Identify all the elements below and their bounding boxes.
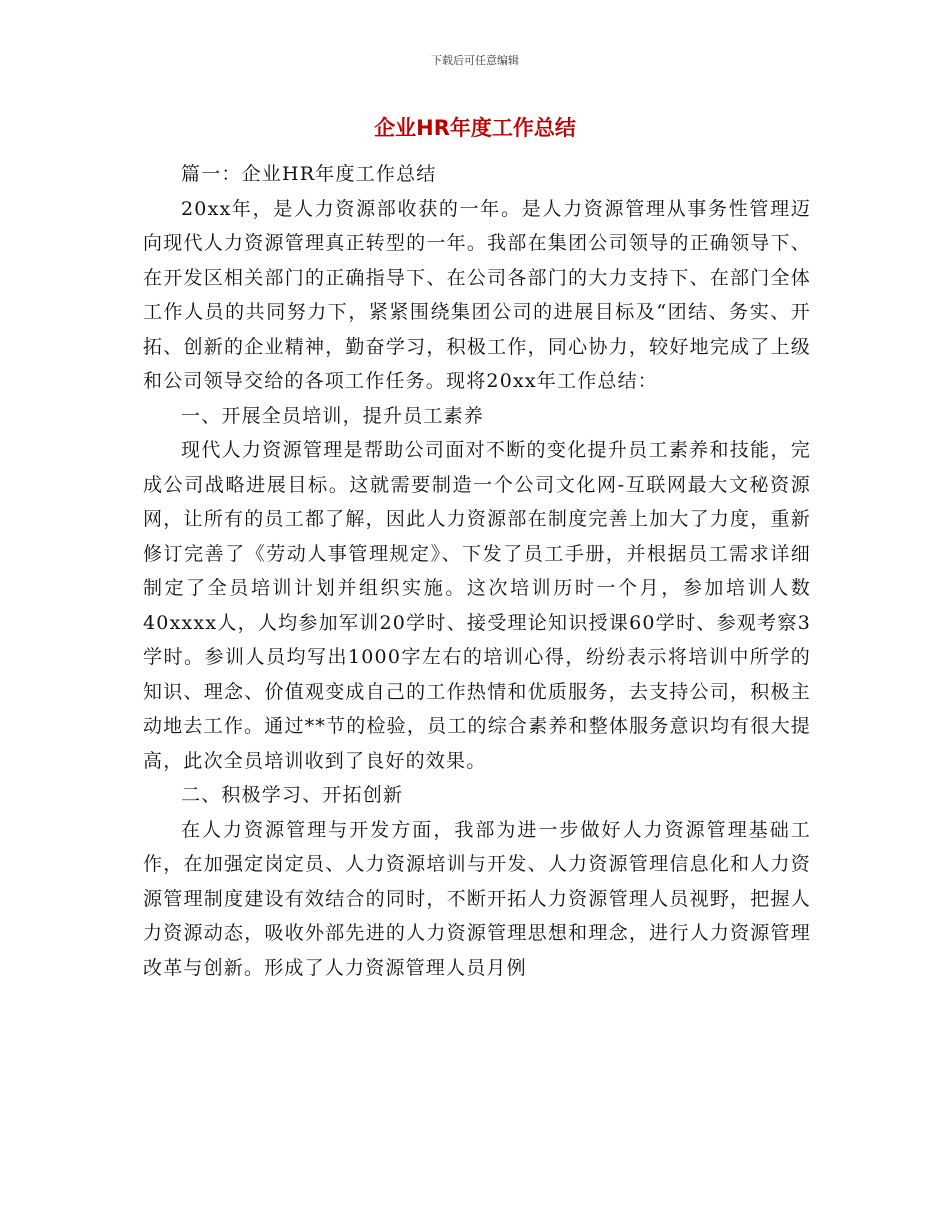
document-title: 企业HR年度工作总结 xyxy=(374,116,576,140)
paragraph-intro: 20xx年，是人力资源部收获的一年。是人力资源管理从事务性管理迈向现代人力资源管理真正转型的一年。我部在集团公司领导的正确领导下、在开发区相关部门的正确指导下、在公司各部门的大力支持下、在部门全体工作人员的共同努力下，紧紧围绕集团公司的进展目标及“团结、务实、开拓、创新的企业精神，勤奋学习，积极工作，同心协力，较好地完成了上级和公司领导交给的各项工作任务。现将20xx年工作总结： xyxy=(143,197,811,392)
section-heading-training: 一、开展全员培训，提升员工素养 xyxy=(181,404,485,427)
page-header-note: 下载后可任意编辑 xyxy=(431,54,519,67)
paragraph-training: 现代人力资源管理是帮助公司面对不断的变化提升员工素养和技能，完成公司战略进展目标。这就需要制造一个公司文化网-互联网最大文秘资源网，让所有的员工都了解，因此人力资源部在制度完善上加大了力度，重新修订完善了《劳动人事管理规定》、下发了员工手册，并根据员工需求详细制定了全员培训计划并组织实施。这次培训历时一个月，参加培训人数40xxxx人，人均参加军训20学时、接受理论知识授课60学时、参观考察3学时。参训人员均写出1000字左右的培训心得，纷纷表示将培训中所学的知识、理念、价值观变成自己的工作热情和优质服务，去支持公司，积极主动地去工作。通过**节的检验，员工的综合素养和整体服务意识均有很大提高，此次全员培训收到了良好的效果。 xyxy=(143,439,811,772)
section-heading-part-one: 篇一：企业HR年度工作总结 xyxy=(181,163,437,185)
paragraph-innovation: 在人力资源管理与开发方面，我部为进一步做好人力资源管理基础工作，在加强定岗定员、人力资源培训与开发、人力资源管理信息化和人力资源管理制度建设有效结合的同时，不断开拓人力资源管理人员视野，把握人力资源动态，吸收外部先进的人力资源管理思想和理念，进行人力资源管理改革与创新。形成了人力资源管理人员月例 xyxy=(143,818,811,979)
section-heading-innovation: 二、积极学习、开拓创新 xyxy=(181,784,404,806)
document-body xyxy=(143,157,811,985)
